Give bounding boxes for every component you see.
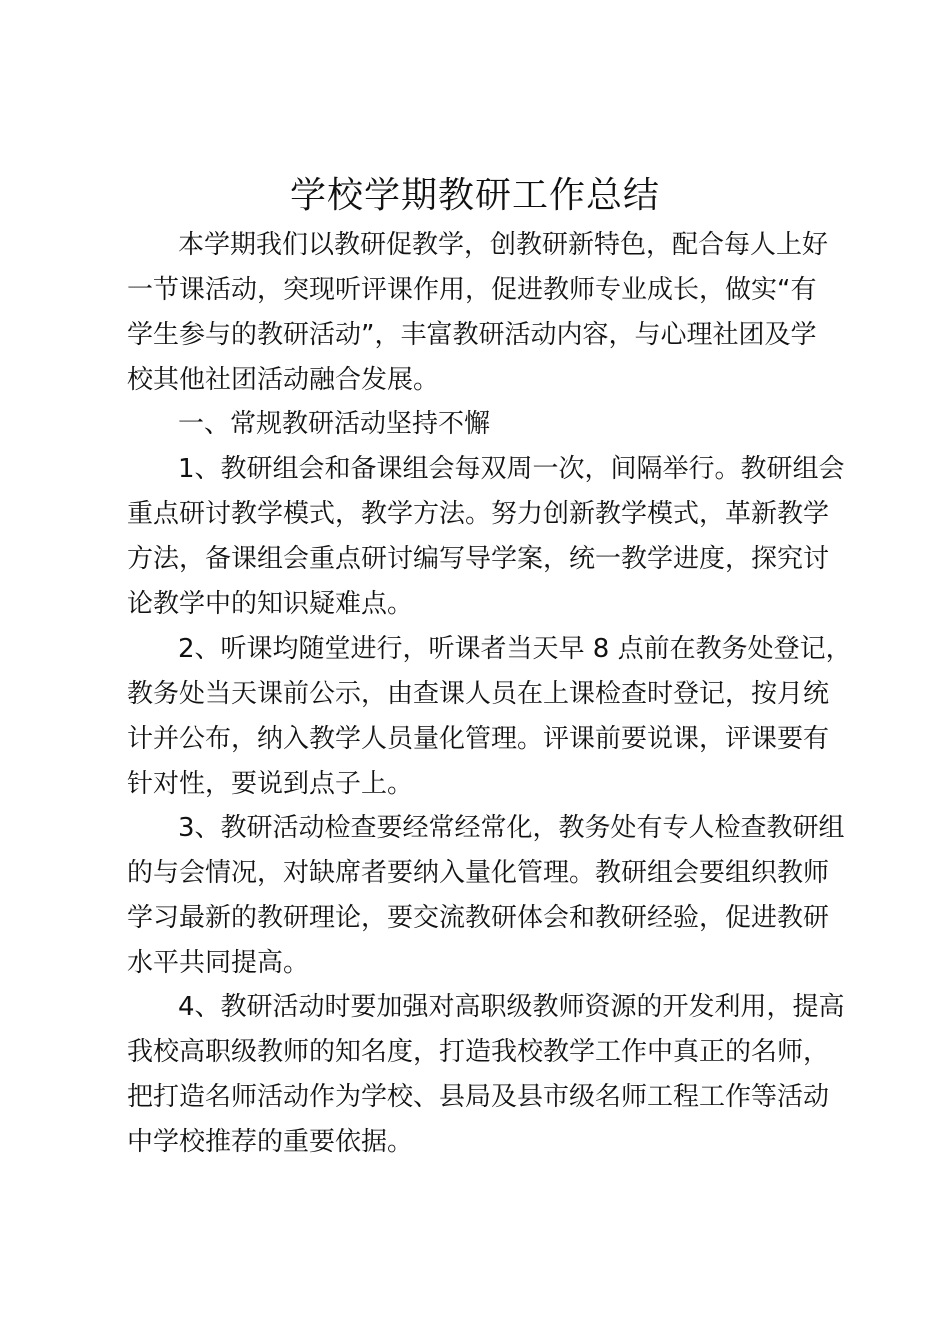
paragraph-line: 我校高职级教师的知名度，打造我校教学工作中真正的名师， bbox=[127, 1037, 830, 1067]
paragraph-line: 校其他社团活动融合发展。 bbox=[127, 365, 440, 395]
paragraph-line: 本学期我们以教研促教学，创教研新特色，配合每人上好 bbox=[178, 230, 829, 260]
paragraph-line: 一节课活动，突现听评课作用，促进教师专业成长，做实“有 bbox=[127, 275, 817, 305]
paragraph-line: 1、教研组会和备课组会每双周一次，间隔举行。教研组会 bbox=[178, 454, 845, 484]
paragraph-line: 4、教研活动时要加强对高职级教师资源的开发利用，提高 bbox=[178, 992, 845, 1022]
paragraph-line: 教务处当天课前公示，由查课人员在上课检查时登记，按月统 bbox=[127, 679, 830, 709]
paragraph-line: 重点研讨教学模式，教学方法。努力创新教学模式，革新教学 bbox=[127, 499, 830, 529]
paragraph-line: 计并公布，纳入教学人员量化管理。评课前要说课，评课要有 bbox=[127, 724, 830, 754]
paragraph-line: 方法，备课组会重点研讨编写导学案，统一教学进度，探究讨 bbox=[127, 544, 830, 574]
paragraph-line: 2、听课均随堂进行，听课者当天早 8 点前在教务处登记， bbox=[178, 634, 852, 664]
paragraph-line: 的与会情况，对缺席者要纳入量化管理。教研组会要组织教师 bbox=[127, 858, 830, 888]
paragraph-line: 水平共同提高。 bbox=[127, 948, 310, 978]
paragraph-line: 把打造名师活动作为学校、县局及县市级名师工程工作等活动 bbox=[127, 1082, 830, 1112]
paragraph-line: 论教学中的知识疑难点。 bbox=[127, 589, 414, 619]
paragraph-line: 3、教研活动检查要经常经常化，教务处有专人检查教研组 bbox=[178, 813, 845, 843]
paragraph-line: 中学校推荐的重要依据。 bbox=[127, 1127, 414, 1157]
section-heading: 一、常规教研活动坚持不懈 bbox=[178, 409, 491, 439]
paragraph-line: 学生参与的教研活动”，丰富教研活动内容，与心理社团及学 bbox=[127, 320, 817, 350]
paragraph-line: 学习最新的教研理论，要交流教研体会和教研经验，促进教研 bbox=[127, 903, 830, 933]
document-title: 学校学期教研工作总结 bbox=[289, 175, 660, 216]
paragraph-line: 针对性，要说到点子上。 bbox=[127, 769, 414, 799]
